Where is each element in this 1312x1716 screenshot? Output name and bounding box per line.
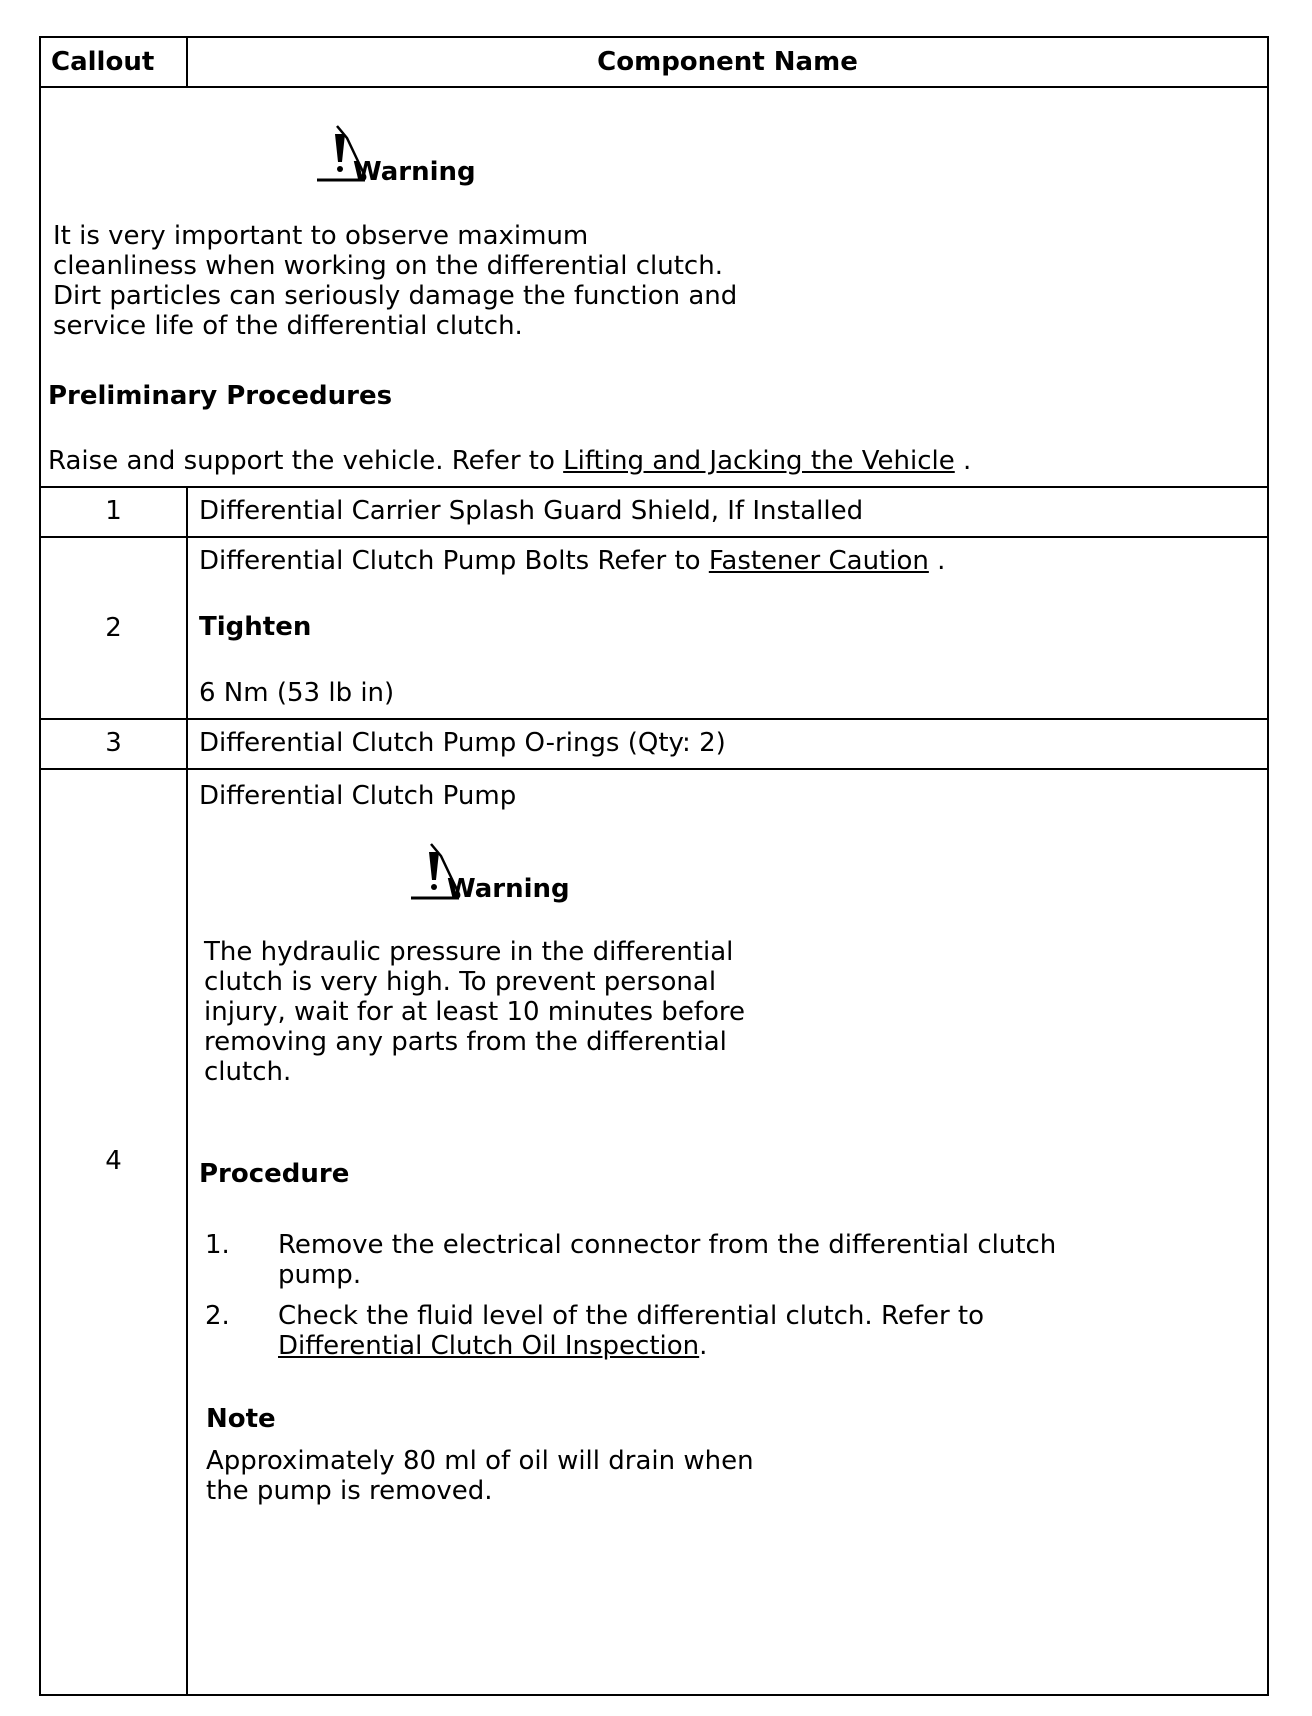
procedure-table bbox=[39, 36, 1269, 1696]
callout-number: 1 bbox=[105, 496, 122, 526]
intro-warning-line: Dirt particles can seriously damage the function and bbox=[53, 281, 738, 311]
preliminary-text bbox=[48, 445, 971, 478]
step-text bbox=[278, 1330, 707, 1363]
intro-warning-line: cleanliness when working on the differential clutch. bbox=[53, 251, 723, 281]
preliminary-heading: Preliminary Procedures bbox=[48, 381, 393, 411]
pump-warning-line: clutch is very high. To prevent personal bbox=[204, 967, 717, 997]
table-row bbox=[41, 768, 1267, 1694]
step-text: pump. bbox=[278, 1260, 362, 1290]
preliminary-text-end: . bbox=[963, 446, 972, 476]
header-component-name: Component Name bbox=[597, 47, 858, 77]
component-name: Differential Carrier Splash Guard Shield, If Installed bbox=[199, 496, 864, 526]
intro-warning-label: Warning bbox=[353, 157, 476, 187]
table-row bbox=[41, 536, 1267, 718]
step-text: Check the fluid level of the differential clutch. Refer to bbox=[278, 1301, 985, 1331]
component-name-end: . bbox=[937, 546, 946, 576]
header-divider bbox=[186, 38, 188, 86]
component-name bbox=[199, 545, 945, 578]
table-row bbox=[41, 718, 1267, 768]
pump-warning-line: The hydraulic pressure in the differential bbox=[204, 937, 734, 967]
table-header bbox=[41, 38, 1267, 86]
note-label: Note bbox=[206, 1404, 276, 1434]
torque-value: 6 Nm (53 lb in) bbox=[199, 678, 395, 708]
oil-inspection-link[interactable]: Differential Clutch Oil Inspection bbox=[278, 1331, 700, 1361]
callout-number: 2 bbox=[105, 613, 122, 643]
table-row bbox=[41, 486, 1267, 536]
callout-number: 3 bbox=[105, 728, 122, 758]
step-text: Remove the electrical connector from the differential clutch bbox=[278, 1230, 1057, 1260]
procedure-heading: Procedure bbox=[199, 1159, 350, 1189]
step-text-end: . bbox=[699, 1331, 708, 1361]
row-divider bbox=[186, 718, 188, 768]
step-number: 1. bbox=[205, 1230, 230, 1260]
component-name-text: Differential Clutch Pump Bolts Refer to bbox=[199, 546, 701, 576]
pump-warning-label: Warning bbox=[447, 874, 570, 904]
pump-warning-line: removing any parts from the differential bbox=[204, 1027, 727, 1057]
intro-warning-line: It is very important to observe maximum bbox=[53, 221, 589, 251]
component-name: Differential Clutch Pump bbox=[199, 781, 517, 811]
fastener-caution-link[interactable]: Fastener Caution bbox=[708, 546, 929, 576]
lifting-jacking-link[interactable]: Lifting and Jacking the Vehicle bbox=[563, 446, 955, 476]
component-name: Differential Clutch Pump O-rings (Qty: 2) bbox=[199, 728, 726, 758]
pump-warning-line: clutch. bbox=[204, 1057, 292, 1087]
intro-section bbox=[41, 86, 1267, 486]
row-divider bbox=[186, 486, 188, 536]
header-callout: Callout bbox=[51, 47, 155, 77]
tighten-label: Tighten bbox=[199, 612, 312, 642]
row-divider bbox=[186, 768, 188, 1694]
intro-warning-line: service life of the differential clutch. bbox=[53, 311, 523, 341]
step-number: 2. bbox=[205, 1301, 230, 1331]
callout-number: 4 bbox=[105, 1146, 122, 1176]
note-line: Approximately 80 ml of oil will drain when bbox=[206, 1446, 754, 1476]
preliminary-text-body: Raise and support the vehicle. Refer to bbox=[48, 446, 555, 476]
note-line: the pump is removed. bbox=[206, 1476, 493, 1506]
pump-warning-line: injury, wait for at least 10 minutes before bbox=[204, 997, 745, 1027]
row-divider bbox=[186, 536, 188, 718]
